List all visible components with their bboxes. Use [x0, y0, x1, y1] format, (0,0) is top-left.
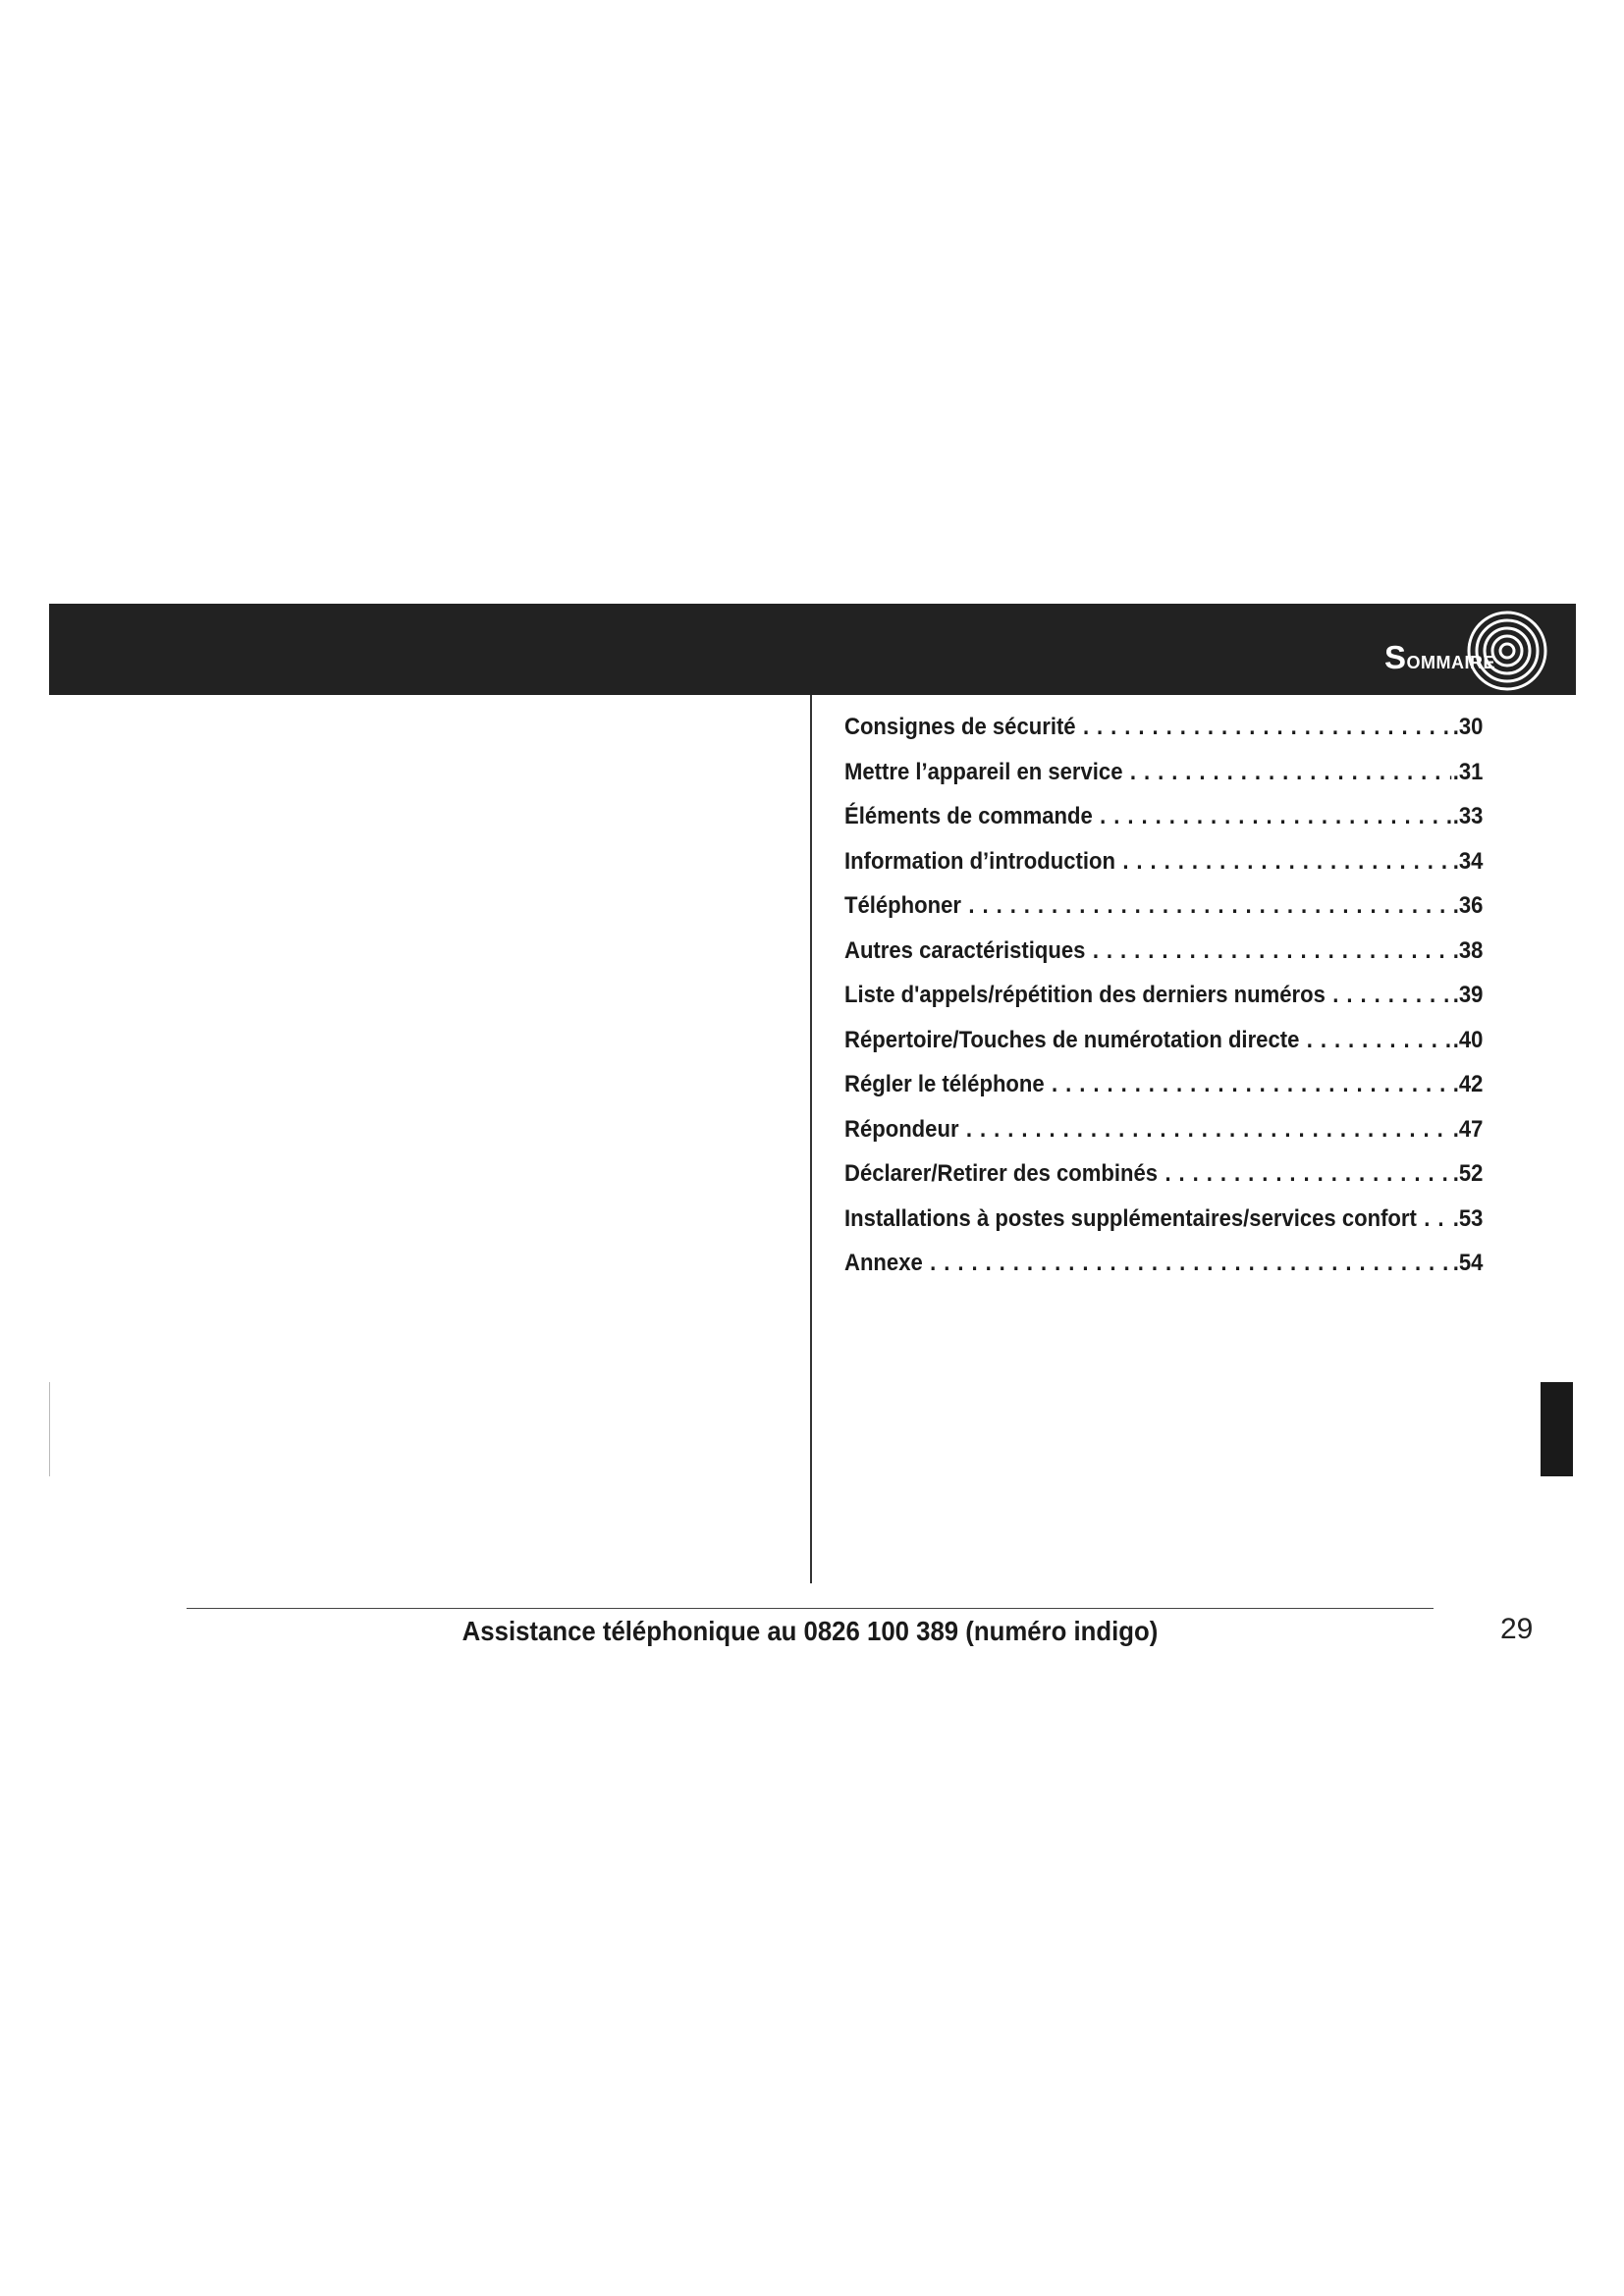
toc-entry[interactable] — [844, 937, 1483, 983]
header-bar — [49, 604, 1576, 695]
toc-entry[interactable] — [844, 1071, 1483, 1116]
toc-leader-dots — [1100, 803, 1451, 830]
toc-entry-label: Régler le téléphone — [844, 1071, 1045, 1097]
toc-entry-label: Consignes de sécurité — [844, 714, 1076, 740]
toc-entry[interactable] — [844, 803, 1483, 848]
toc-entry-page: .40 — [1452, 1026, 1484, 1053]
toc-entry-page: .34 — [1452, 847, 1484, 875]
toc-entry-label: Déclarer/Retirer des combinés — [844, 1160, 1159, 1187]
section-tab-marker — [1541, 1382, 1573, 1476]
toc-entry-label: Annexe — [844, 1250, 923, 1276]
toc-entry[interactable] — [844, 1250, 1483, 1295]
toc-entry-page: .30 — [1452, 714, 1484, 740]
toc-leader-dots — [1130, 759, 1451, 786]
concentric-circles-logo-icon — [1466, 610, 1548, 692]
toc-entry-page: .42 — [1452, 1071, 1484, 1097]
toc-entry[interactable] — [844, 892, 1483, 937]
toc-entry-page: .54 — [1452, 1250, 1484, 1276]
toc-entry[interactable] — [844, 848, 1483, 893]
footer-divider — [187, 1608, 1434, 1609]
table-of-contents — [844, 714, 1483, 1295]
toc-entry-page: .31 — [1452, 758, 1484, 785]
toc-entry[interactable] — [844, 1160, 1483, 1205]
toc-entry-page: .52 — [1452, 1160, 1484, 1187]
toc-leader-dots — [968, 892, 1451, 920]
toc-leader-dots — [1307, 1027, 1451, 1054]
toc-leader-dots — [1164, 1160, 1450, 1188]
footer-assistance-text: Assistance téléphonique au 0826 100 389 (numéro indigo) — [461, 1616, 1159, 1646]
column-divider — [810, 695, 812, 1583]
left-margin-line — [49, 1382, 50, 1476]
toc-entry-label: Liste d'appels/répétition des derniers numéros — [844, 982, 1326, 1008]
toc-entry-page: .53 — [1452, 1204, 1484, 1232]
toc-entry[interactable] — [844, 759, 1483, 804]
page-number: 29 — [1500, 1613, 1534, 1645]
toc-leader-dots — [1122, 848, 1451, 876]
toc-leader-dots — [966, 1116, 1451, 1144]
toc-entry-label: Répertoire/Touches de numérotation directe — [844, 1026, 1300, 1053]
toc-leader-dots — [930, 1250, 1451, 1277]
toc-entry[interactable] — [844, 1116, 1483, 1161]
page-title: Sommaire — [1383, 639, 1495, 675]
toc-leader-dots — [1093, 937, 1451, 965]
toc-entry[interactable] — [844, 1027, 1483, 1072]
toc-entry[interactable] — [844, 982, 1483, 1027]
toc-entry-page: .38 — [1452, 936, 1484, 964]
toc-entry-label: Installations à postes supplémentaires/services confort — [844, 1204, 1417, 1232]
toc-entry-label: Répondeur — [844, 1115, 959, 1143]
toc-entry[interactable] — [844, 1205, 1483, 1251]
toc-leader-dots — [1424, 1205, 1451, 1233]
toc-entry-label: Téléphoner — [844, 892, 962, 919]
toc-entry-page: .36 — [1452, 892, 1484, 919]
toc-entry-label: Autres caractéristiques — [844, 936, 1086, 964]
toc-entry-page: .47 — [1452, 1115, 1484, 1143]
toc-entry-page: .39 — [1452, 982, 1484, 1008]
toc-entry-label: Information d’introduction — [844, 847, 1115, 875]
toc-leader-dots — [1052, 1071, 1451, 1098]
toc-entry-page: .33 — [1452, 803, 1484, 829]
toc-leader-dots — [1083, 714, 1451, 741]
toc-leader-dots — [1332, 982, 1451, 1009]
toc-entry-label: Mettre l’appareil en service — [844, 758, 1123, 785]
toc-entry[interactable] — [844, 714, 1483, 759]
toc-entry-label: Éléments de commande — [844, 803, 1093, 829]
